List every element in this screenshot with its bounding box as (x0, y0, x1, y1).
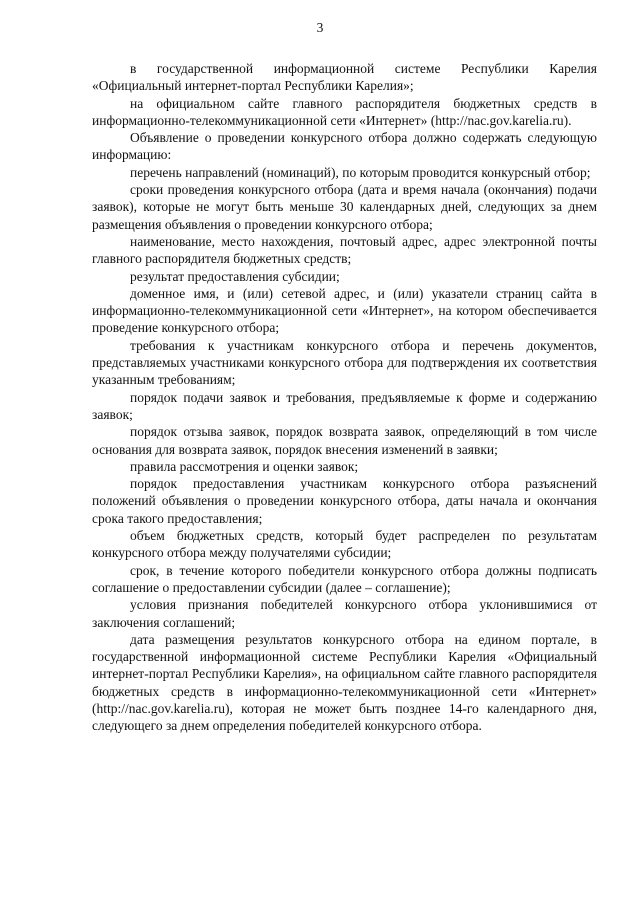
paragraph: Объявление о проведении конкурсного отбора должно содержать следующую информацию: (92, 130, 597, 163)
list-item: порядок предоставления участникам конкурсного отбора разъяснений положений объявления о проведении конкурсного отбора, даты начала и окончания срока такого предоставления; (92, 476, 597, 526)
list-item: дата размещения результатов конкурсного отбора на едином портале, в государственной информационной системе Республики Карелия «Официальный интернет-портал Республики Карелия», на официальном сайте главного распорядителя бюджетных средств в информационно-телекоммуникационной сети «Интернет» (http://nac.gov.karelia.ru), которая не может быть позднее 14-го календарного дня, следующего за днем определения победителей конкурсного отбора. (92, 631, 597, 734)
list-item: требования к участникам конкурсного отбора и перечень документов, представляемых участниками конкурсного отбора для подтверждения их соответствия указанным требованиям; (92, 337, 597, 388)
list-item: доменное имя, и (или) сетевой адрес, и (или) указатели страниц сайта в информационно-телекоммуникационной сети «Интернет», на котором обеспечивается проведение конкурсного отбора; (92, 285, 597, 336)
list-item: правила рассмотрения и оценки заявок; (130, 458, 359, 474)
paragraph: в государственной информационной системе Республики Карелия «Официальный интернет-портал Республики Карелия»; (92, 61, 597, 94)
page-number: 3 (316, 20, 324, 35)
list-item: сроки проведения конкурсного отбора (дата и время начала (окончания) подачи заявок), которые не могут быть меньше 30 календарных дней, следующих за днем размещения объявления о проведении конкурсного отбора; (92, 182, 597, 232)
list-item: условия признания победителей конкурсного отбора уклонившимися от заключения соглашений; (92, 597, 597, 630)
list-item: порядок отзыва заявок, порядок возврата заявок, определяющий в том числе основания для возврата заявок, порядок внесения изменений в заявки; (92, 424, 597, 457)
list-item: перечень направлений (номинаций), по которым проводится конкурсный отбор; (130, 164, 591, 180)
list-item: порядок подачи заявок и требования, предъявляемые к форме и содержанию заявок; (92, 389, 597, 422)
list-item: срок, в течение которого победители конкурсного отбора должны подписать соглашение о предоставлении субсидии (далее – соглашение); (92, 562, 597, 595)
paragraph: на официальном сайте главного распорядителя бюджетных средств в информационно-телекоммуникационной сети «Интернет» (http://nac.gov.karelia.ru). (92, 95, 597, 128)
list-item: результат предоставления субсидии; (130, 268, 340, 284)
document-body (92, 60, 597, 735)
list-item: объем бюджетных средств, который будет распределен по результатам конкурсного отбора между получателями субсидии; (92, 528, 597, 561)
list-item: наименование, место нахождения, почтовый адрес, адрес электронной почты главного распорядителя бюджетных средств; (92, 233, 597, 267)
